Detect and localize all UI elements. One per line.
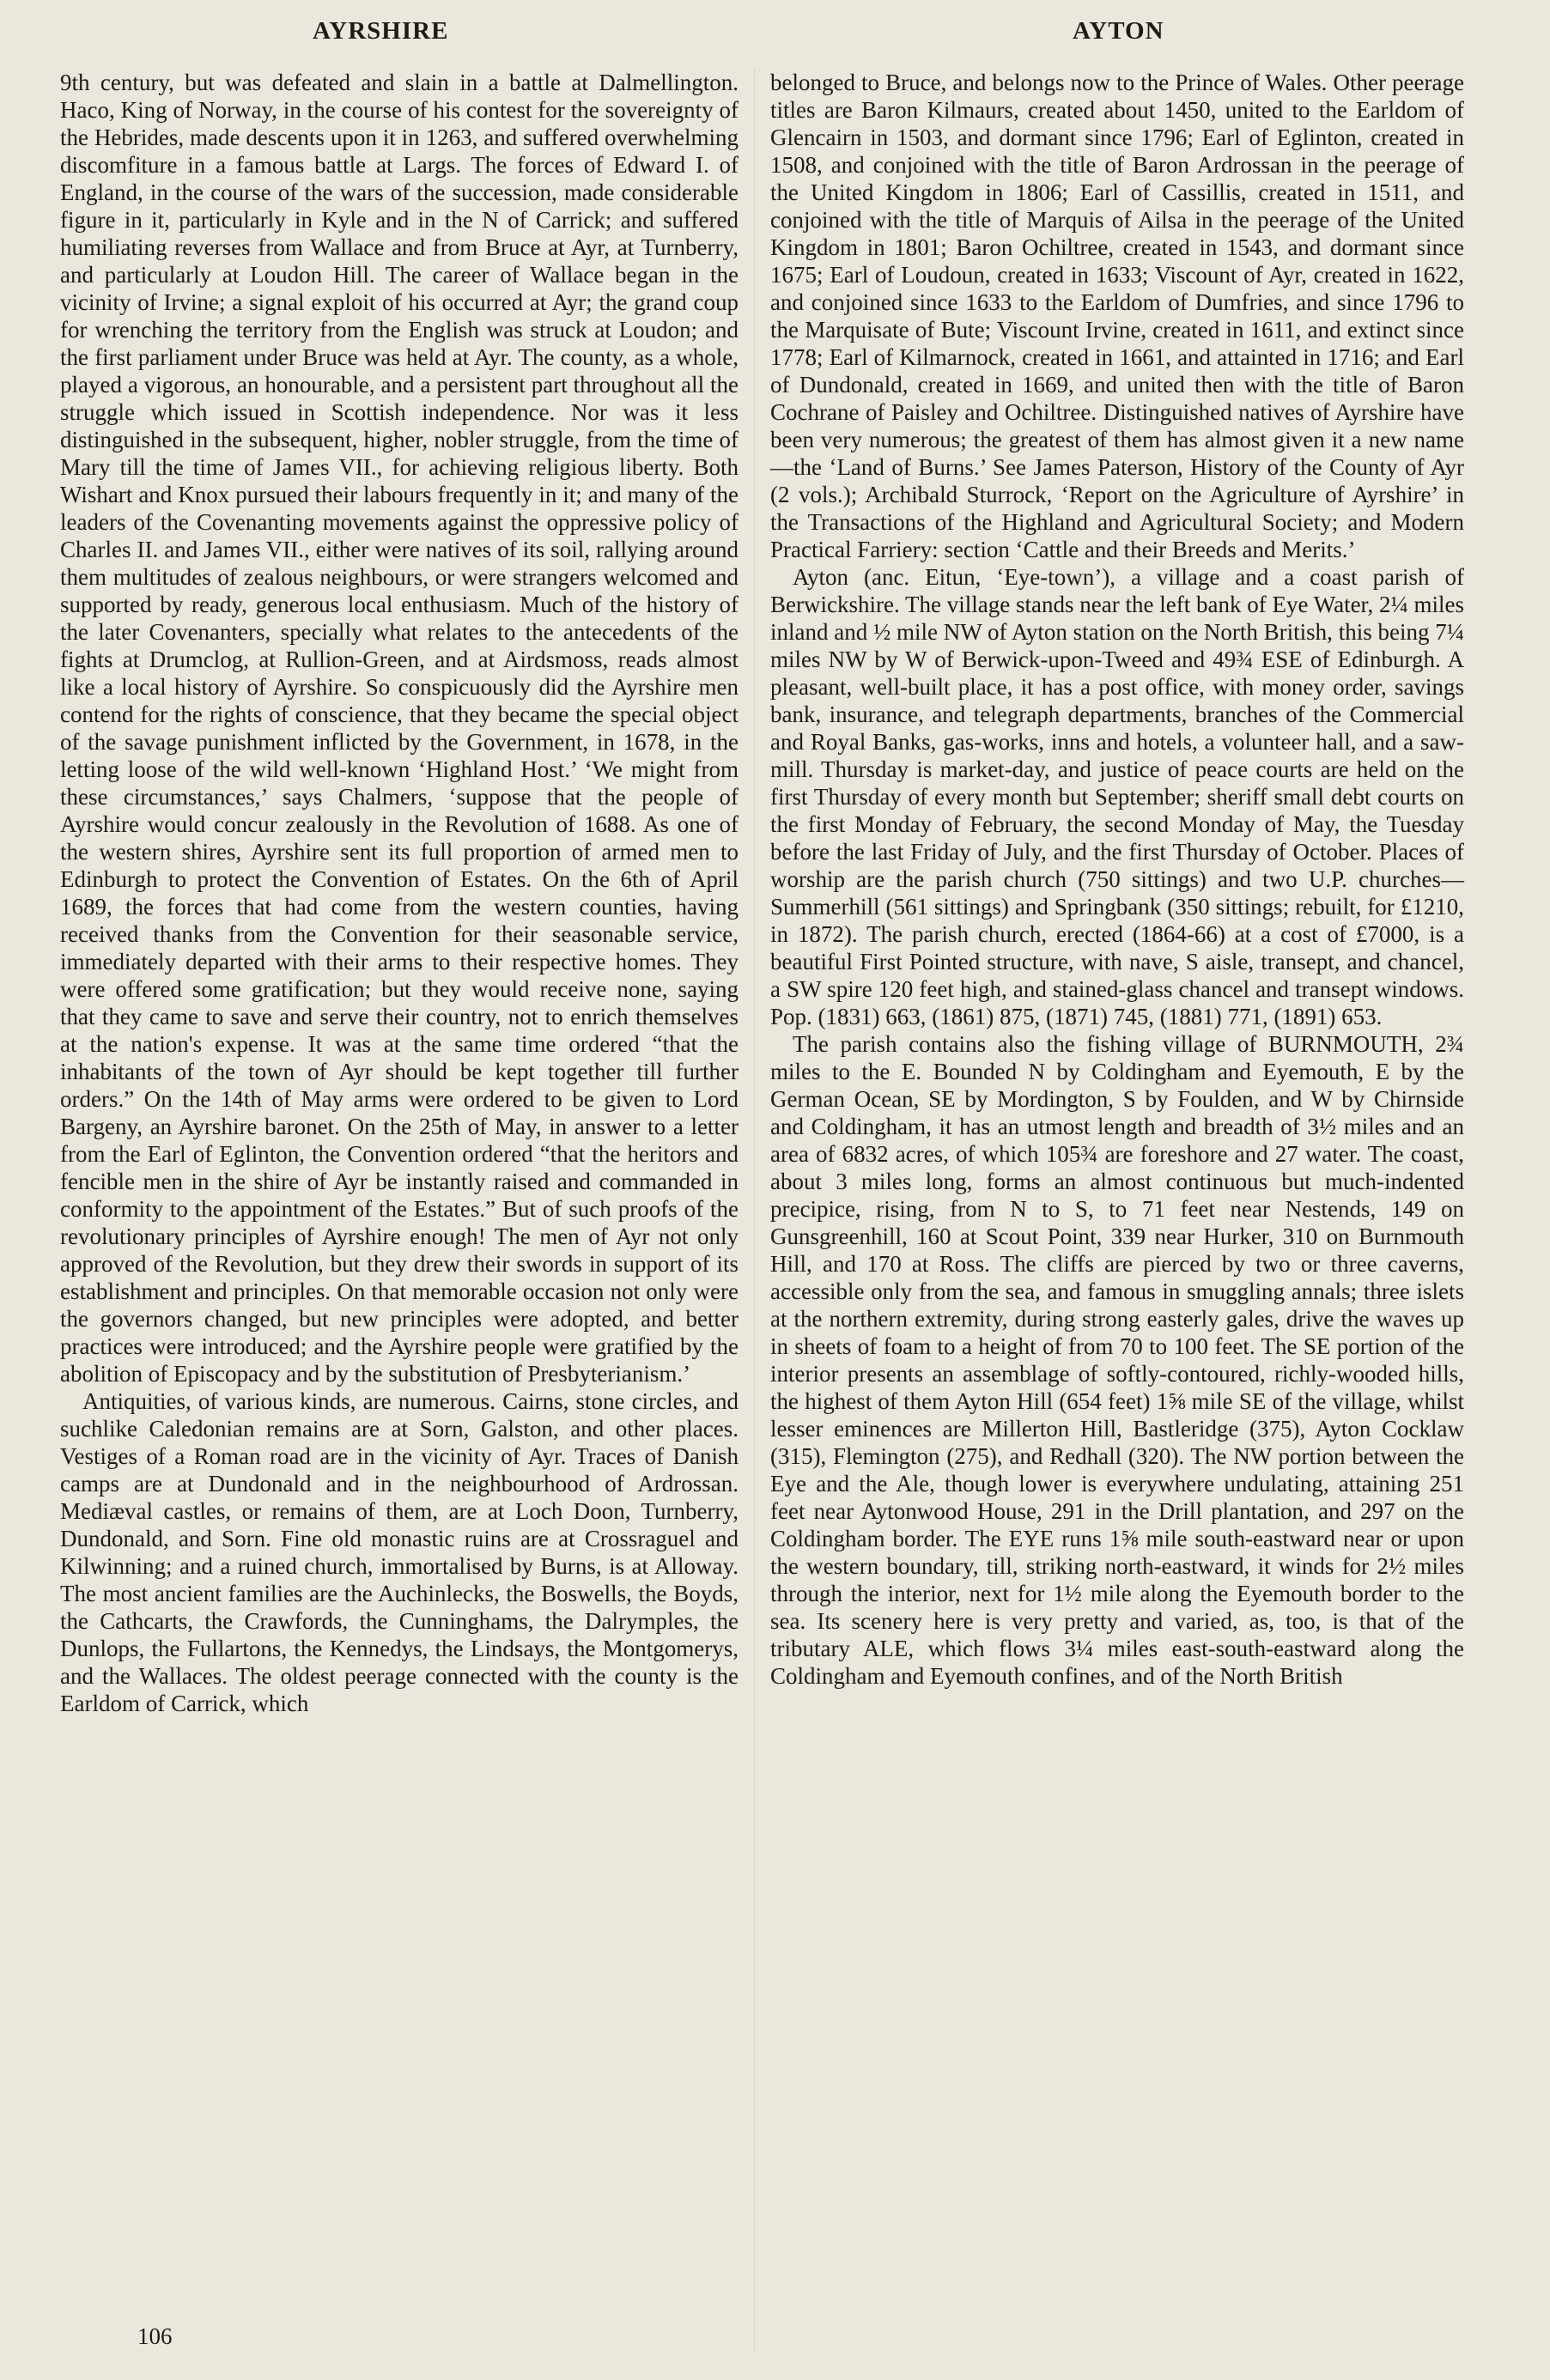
- running-head-right: AYTON: [1073, 17, 1164, 45]
- paragraph-ayton-village: Ayton (anc. Eitun, ‘Eye-town’), a village and a coast parish of Berwickshire. The village stands near the left bank of Eye Water, 2¼ miles inland and ½ mile NW of Ayton station on the North British, this being 7¼ miles NW by W of Berwick-upon-Tweed and 49¾ ESE of Edinburgh. A pleasant, well-built place, it has a post office, with money order, savings bank, insurance, and telegraph departments, branches of the Commercial and Royal Banks, gas-works, inns and hotels, a volunteer hall, and a saw-mill. Thursday is market-day, and justice of peace courts are held on the first Thursday of every month but September; sheriff small debt courts on the first Monday of February, the second Monday of May, the Tuesday before the last Friday of July, and the first Thursday of October. Places of worship are the parish church (750 sittings) and two U.P. churches—Summerhill (561 sittings) and Springbank (350 sittings; rebuilt, for £1210, in 1872). The parish church, erected (1864-66) at a cost of £7000, is a beautiful First Pointed structure, with nave, S aisle, transept, and chancel, a SW spire 120 feet high, and stained-glass chancel and transept windows. Pop. (1831) 663, (1861) 875, (1871) 745, (1881) 771, (1891) 653.: [770, 564, 1464, 1029]
- paragraph-peerage: belonged to Bruce, and belongs now to the Prince of Wales. Other peerage titles are Baron Kilmaurs, created about 1450, united to the Earldom of Glencairn in 1503, and dormant since 1796; Earl of Eglinton, created in 1508, and conjoined with the title of Baron Ardrossan in the peerage of the United Kingdom in 1806; Earl of Cassillis, created in 1511, and conjoined with the title of Marquis of Ailsa in the peerage of the United Kingdom in 1801; Baron Ochiltree, created in 1543, and dormant since 1675; Earl of Loudoun, created in 1633; Viscount of Ayr, created in 1622, and conjoined since 1633 to the Earldom of Dumfries, and since 1796 to the Marquisate of Bute; Viscount Irvine, created in 1611, and extinct since 1778; Earl of Kilmarnock, created in 1661, and attainted in 1716; and Earl of Dundonald, created in 1669, and united then with the title of Baron Cochrane of Paisley and Ochiltree. Distinguished natives of Ayrshire have been very numerous; the greatest of them has almost given it a new name—the ‘Land of Burns.’ See James Paterson, History of the County of Ayr (2 vols.); Archibald Sturrock, ‘Report on the Agriculture of Ayrshire’ in the Transactions of the Highland and Agricultural Society; and Modern Practical Farriery: section ‘Cattle and their Breeds and Merits.’: [770, 70, 1464, 562]
- paragraph-ayton-parish: The parish contains also the fishing village of BURNMOUTH, 2¾ miles to the E. Bounded N by Coldingham and Eyemouth, E by the German Ocean, SE by Mordington, S by Foulden, and W by Chirnside and Coldingham, it has an utmost length and breadth of 3½ miles and an area of 6832 acres, of which 105¾ are foreshore and 27 water. The coast, about 3 miles long, forms an almost continuous but much-indented precipice, rising, from N to S, to 71 feet near Nestends, 149 on Gunsgreenhill, 160 at Scout Point, 339 near Hurker, 310 on Burnmouth Hill, and 170 at Ross. The cliffs are pierced by two or three caverns, accessible only from the sea, and famous in smuggling annals; three islets at the northern extremity, during strong easterly gales, drive the waves up in sheets of foam to a height of from 70 to 100 feet. The SE portion of the interior presents an assemblage of softly-contoured, richly-wooded hills, the highest of them Ayton Hill (654 feet) 1⅝ mile SE of the village, whilst lesser eminences are Millerton Hill, Bastleridge (375), Ayton Cocklaw (315), Flemington (275), and Redhall (320). The NW portion between the Eye and the Ale, though lower is everywhere undulating, attaining 251 feet near Aytonwood House, 291 in the Drill plantation, and 297 on the Coldingham border. The EYE runs 1⅝ mile south-eastward near or upon the western boundary, till, striking north-eastward, it winds for 2½ miles through the interior, next for 1½ mile along the Eyemouth border to the sea. Its scenery here is very pretty and varied, as, too, is that of the tributary ALE, which flows 3¼ miles east-south-eastward along the Coldingham and Eyemouth confines, and of the North British: [770, 1031, 1464, 1689]
- page-number: 106: [137, 2323, 173, 2349]
- left-column: [60, 69, 739, 1717]
- column-divider: [754, 69, 755, 2353]
- running-head-left: AYRSHIRE: [313, 17, 449, 45]
- paragraph-antiquities: Antiquities, of various kinds, are numerous. Cairns, stone circles, and suchlike Caledonian remains are at Sorn, Galston, and other places. Vestiges of a Roman road are in the vicinity of Ayr. Traces of Danish camps are at Dundonald and in the neighbourhood of Ardrossan. Mediæval castles, or remains of them, are at Loch Doon, Turnberry, Dundonald, and Sorn. Fine old monastic ruins are at Crossraguel and Kilwinning; and a ruined church, immortalised by Burns, is at Alloway. The most ancient families are the Auchinlecks, the Boswells, the Boyds, the Cathcarts, the Crawfords, the Cunninghams, the Dalrymples, the Dunlops, the Fullartons, the Kennedys, the Lindsays, the Montgomerys, and the Wallaces. The oldest peerage connected with the county is the Earldom of Carrick, which: [60, 1388, 739, 1716]
- paragraph-revolution: 9th century, but was defeated and slain in a battle at Dalmellington. Haco, King of Norway, in the course of his contest for the sovereignty of the Hebrides, made descents upon it in 1263, and suffered overwhelming discomfiture in a famous battle at Largs. The forces of Edward I. of England, in the course of the wars of the succession, made considerable figure in it, particularly in Kyle and in the N of Carrick; and suffered humiliating reverses from Wallace and from Bruce at Ayr, at Turnberry, and particularly at Loudon Hill. The career of Wallace began in the vicinity of Irvine; a signal exploit of his occurred at Ayr; the grand coup for wrenching the territory from the English was struck at Loudon; and the first parliament under Bruce was held at Ayr. The county, as a whole, played a vigorous, an honourable, and a persistent part throughout all the struggle which issued in Scottish independence. Nor was it less distinguished in the subsequent, higher, nobler struggle, from the time of Mary till the time of James VII., for achieving religious liberty. Both Wishart and Knox pursued their labours frequently in it; and many of the leaders of the Covenanting movements against the oppressive policy of Charles II. and James VII., either were natives of its soil, rallying around them multitudes of zealous neighbours, or were strangers welcomed and supported by ready, generous local enthusiasm. Much of the history of the later Covenanters, specially what relates to the antecedents of the fights at Drumclog, at Rullion-Green, and at Airdsmoss, reads almost like a local history of Ayrshire. So conspicuously did the Ayrshire men contend for the rights of conscience, that they became the special object of the savage punishment inflicted by the Government, in 1678, in the letting loose of the wild well-known ‘Highland Host.’ ‘We might from these circumstances,’ says Chalmers, ‘suppose that the people of Ayrshire would concur zealously in the Revolution of 1688. As one of the western shires, Ayrshire sent its full proportion of armed men to Edinburgh to protect the Convention of Estates. On the 6th of April 1689, the forces that had come from the western counties, having received thanks from the Convention for their seasonable service, immediately departed with their arms to their respective homes. They were offered some gratification; but they would receive none, saying that they came to save and serve their country, not to enrich themselves at the nation's expense. It was at the same time ordered “that the inhabitants of the town of Ayr should be kept together till further orders.” On the 14th of May arms were ordered to be given to Lord Bargeny, an Ayrshire baronet. On the 25th of May, in answer to a letter from the Earl of Eglinton, the Convention ordered “that the heritors and fencible men in the shire of Ayr be instantly raised and commanded in conformity to the appointment of the Estates.” But of such proofs of the revolutionary principles of Ayrshire enough! The men of Ayr not only approved of the Revolution, but they drew their swords in support of its establishment and principles. On that memorable occasion not only were the governors changed, but new principles were adopted, and better practices were introduced; and the Ayrshire people were gratified by the abolition of Episcopacy and by the substitution of Presbyterianism.’: [60, 70, 739, 1387]
- right-column: [770, 69, 1464, 1690]
